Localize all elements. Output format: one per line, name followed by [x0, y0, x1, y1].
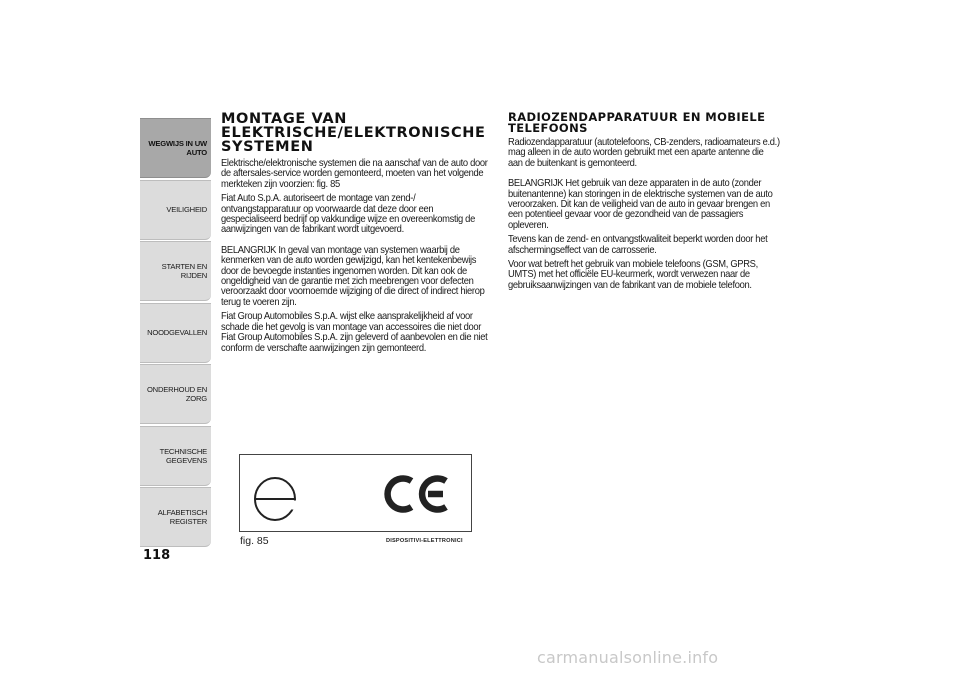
- figure-code: DISPOSITIVI-ELETTRONICI: [386, 538, 463, 544]
- tab-label: STARTEN EN RIJDEN: [161, 262, 207, 280]
- tab-label: WEGWIJS IN UW AUTO: [148, 139, 207, 157]
- paragraph: BELANGRIJK In geval van montage van systemen waarbij de kenmerken van de auto worden gewijzigd, kan het kentekenbewijs door de bevoegde instanties ingenomen worden. Dit kan ook de ongeldigheid van de garantie met zich meebrengen voor defecten veroorzaakt door voornoemde wijziging of die direct of indirect hierop terug te voeren zijn.: [221, 244, 485, 308]
- section-heading: RADIOZENDAPPARATUUR EN MOBIELE TELEFOONS: [508, 110, 766, 135]
- watermark: carmanualsonline.info: [537, 648, 719, 667]
- right-column: [508, 112, 790, 295]
- ce-mark-icon: [388, 479, 446, 510]
- tab-label: NOODGEVALLEN: [147, 328, 207, 337]
- paragraph: Voor wat betreft het gebruik van mobiele telefoons (GSM, GPRS, UMTS) met het officiële EU-keurmerk, wordt verwezen naar de gebruiksaanwijzingen van de fabrikant van de mobiele telefoon.: [508, 259, 758, 291]
- tab-label: TECHNISCHE GEGEVENS: [159, 446, 207, 465]
- paragraph: Elektrische/elektronische systemen die na aanschaf van de auto door de aftersales-service worden gemonteerd, moeten van het volgende merkteken zijn voorzien: fig. 85: [221, 158, 488, 190]
- section-heading: MONTAGE VAN ELEKTRISCHE/ELEKTRONISCHE SYSTEMEN: [221, 111, 486, 155]
- paragraph: Tevens kan de zend- en ontvangstkwaliteit beperkt worden door het afschermingseffect van de carrosserie.: [508, 234, 768, 256]
- e-mark-icon: [255, 478, 298, 520]
- paragraph: Radiozendapparatuur (autotelefoons, CB-zenders, radioamateurs e.d.) mag alleen in de auto worden gebruikt met een aparte antenne die aan de buitenkant is gemonteerd.: [508, 137, 780, 169]
- tab-onderhoud[interactable]: [140, 364, 211, 424]
- tab-starten[interactable]: [140, 241, 211, 301]
- chapter-tabs: [140, 118, 211, 549]
- tab-noodgevallen[interactable]: [140, 303, 211, 363]
- tab-alfabetisch[interactable]: [140, 487, 211, 547]
- tab-label: ALFABETISCH REGISTER: [157, 508, 207, 526]
- tab-label: ONDERHOUD EN ZORG: [146, 385, 207, 403]
- page-number: 118: [143, 548, 171, 563]
- approval-marks: [240, 455, 471, 531]
- figure-85: [239, 454, 472, 532]
- figure-caption: fig. 85: [240, 535, 269, 547]
- tab-veiligheid[interactable]: [140, 180, 211, 240]
- tab-technische[interactable]: [140, 426, 211, 486]
- left-column: [221, 112, 497, 358]
- paragraph: Fiat Auto S.p.A. autoriseert de montage van zend-/ ontvangstapparatuur op voorwaarde dat deze door een gespecialiseerd bedrijf op vakkundige wijze en overeenkomstig de aanwijzingen van de fabrikant wordt uitgevoerd.: [221, 193, 475, 236]
- tab-label: VEILIGHEID: [166, 205, 207, 214]
- paragraph: BELANGRIJK Het gebruik van deze apparaten in de auto (zonder buitenantenne) kan storingen in de elektrische systemen van de auto veroorzaken. Dit kan de veiligheid van de auto in gevaar brengen en een potentieel gevaar voor de gezondheid van de passagiers opleveren.: [508, 178, 773, 231]
- paragraph: Fiat Group Automobiles S.p.A. wijst elke aansprakelijkheid af voor schade die het gevolg is van montage van accessoires die niet door Fiat Group Automobiles S.p.A. zijn geleverd of aanbevolen en die niet conform de verschafte aanwijzingen zijn gemonteerd.: [221, 311, 488, 354]
- tab-wegwijs[interactable]: [140, 118, 211, 178]
